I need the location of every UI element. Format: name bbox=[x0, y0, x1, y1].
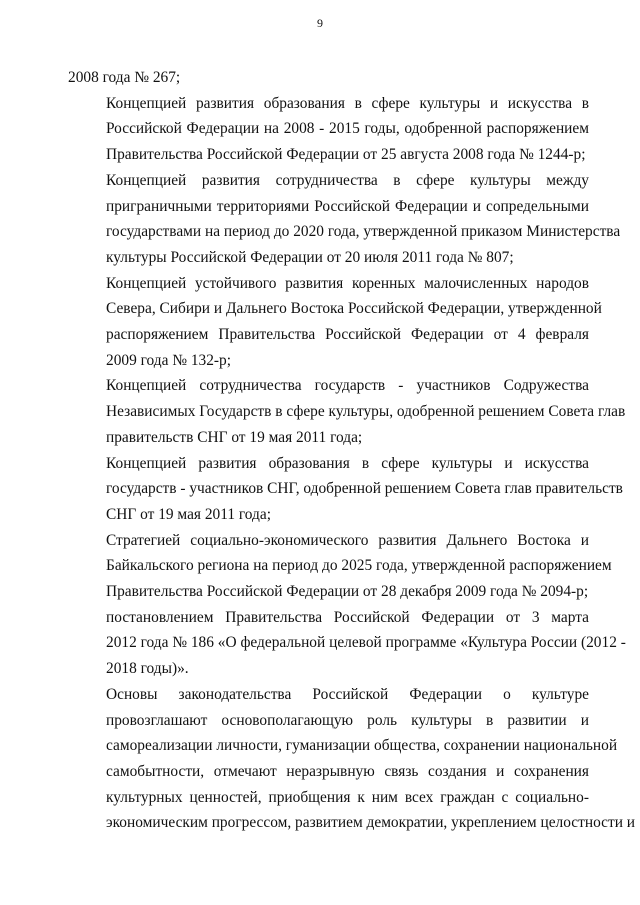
text-line: самобытности, отмечают неразрывную связь создания и сохранения bbox=[106, 762, 589, 780]
paragraph bbox=[68, 528, 612, 605]
text-line: провозглашают основополагающую роль культуры в развитии и bbox=[106, 711, 589, 729]
paragraph bbox=[68, 168, 621, 271]
text-line: Байкальского региона на период до 2025 года, утвержденной распоряжением bbox=[106, 557, 612, 575]
text-line: Концепцией сотрудничества государств - участников Содружества bbox=[106, 377, 589, 395]
text-line: Стратегией социально-экономического развития Дальнего Востока и bbox=[106, 531, 589, 549]
text-line: распоряжением Правительства Российской Федерации от 4 февраля bbox=[106, 326, 589, 344]
text-line: Правительства Российской Федерации от 28 декабря 2009 года № 2094-р; bbox=[106, 583, 589, 601]
paragraph bbox=[68, 682, 636, 836]
text-line: государств - участников СНГ, одобренной решением Совета глав правительств bbox=[106, 480, 623, 498]
page-number: 9 bbox=[317, 16, 323, 30]
text-line: Концепцией развития образования в сфере культуры и искусства bbox=[106, 454, 589, 472]
text-line: экономическим прогрессом, развитием демократии, укреплением целостности и bbox=[106, 814, 636, 832]
text-line: правительств СНГ от 19 мая 2011 года; bbox=[106, 428, 363, 446]
paragraph bbox=[68, 451, 623, 528]
paragraph bbox=[68, 65, 589, 91]
paragraph bbox=[68, 605, 626, 682]
text-line: 2018 годы)». bbox=[106, 660, 189, 678]
text-line: Основы законодательства Российской Федерации о культуре bbox=[106, 685, 589, 703]
text-line: культурных ценностей, приобщения к ним всех граждан с социально- bbox=[106, 788, 589, 806]
text-line: Концепцией устойчивого развития коренных малочисленных народов bbox=[106, 274, 589, 292]
text-line: 2012 года № 186 «О федеральной целевой программе «Культура России (2012 - bbox=[106, 634, 626, 652]
text-line: Независимых Государств в сфере культуры, одобренной решением Совета глав bbox=[106, 403, 626, 421]
text-line: культуры Российской Федерации от 20 июля 2011 года № 807; bbox=[106, 248, 514, 266]
paragraph bbox=[68, 271, 602, 374]
text-line: самореализации личности, гуманизации общества, сохранении национальной bbox=[106, 737, 618, 755]
text-line: Концепцией развития сотрудничества в сфере культуры между bbox=[106, 171, 589, 189]
paragraph bbox=[68, 91, 589, 168]
document-body bbox=[68, 65, 636, 836]
text-line: Правительства Российской Федерации от 25 августа 2008 года № 1244-р; bbox=[106, 146, 586, 164]
paragraph bbox=[68, 373, 626, 450]
text-line: 2008 года № 267; bbox=[68, 69, 181, 86]
text-line: Российской Федерации на 2008 - 2015 годы, одобренной распоряжением bbox=[106, 120, 589, 138]
text-line: СНГ от 19 мая 2011 года; bbox=[106, 505, 271, 523]
text-line: 2009 года № 132-р; bbox=[106, 351, 232, 369]
text-line: приграничными территориями Российской Федерации и сопредельными bbox=[106, 197, 589, 215]
text-line: Концепцией развития образования в сфере культуры и искусства в bbox=[106, 94, 589, 112]
text-line: Севера, Сибири и Дальнего Востока Российской Федерации, утвержденной bbox=[106, 300, 602, 318]
text-line: государствами на период до 2020 года, утвержденной приказом Министерства bbox=[106, 223, 621, 241]
text-line: постановлением Правительства Российской Федерации от 3 марта bbox=[106, 608, 589, 626]
